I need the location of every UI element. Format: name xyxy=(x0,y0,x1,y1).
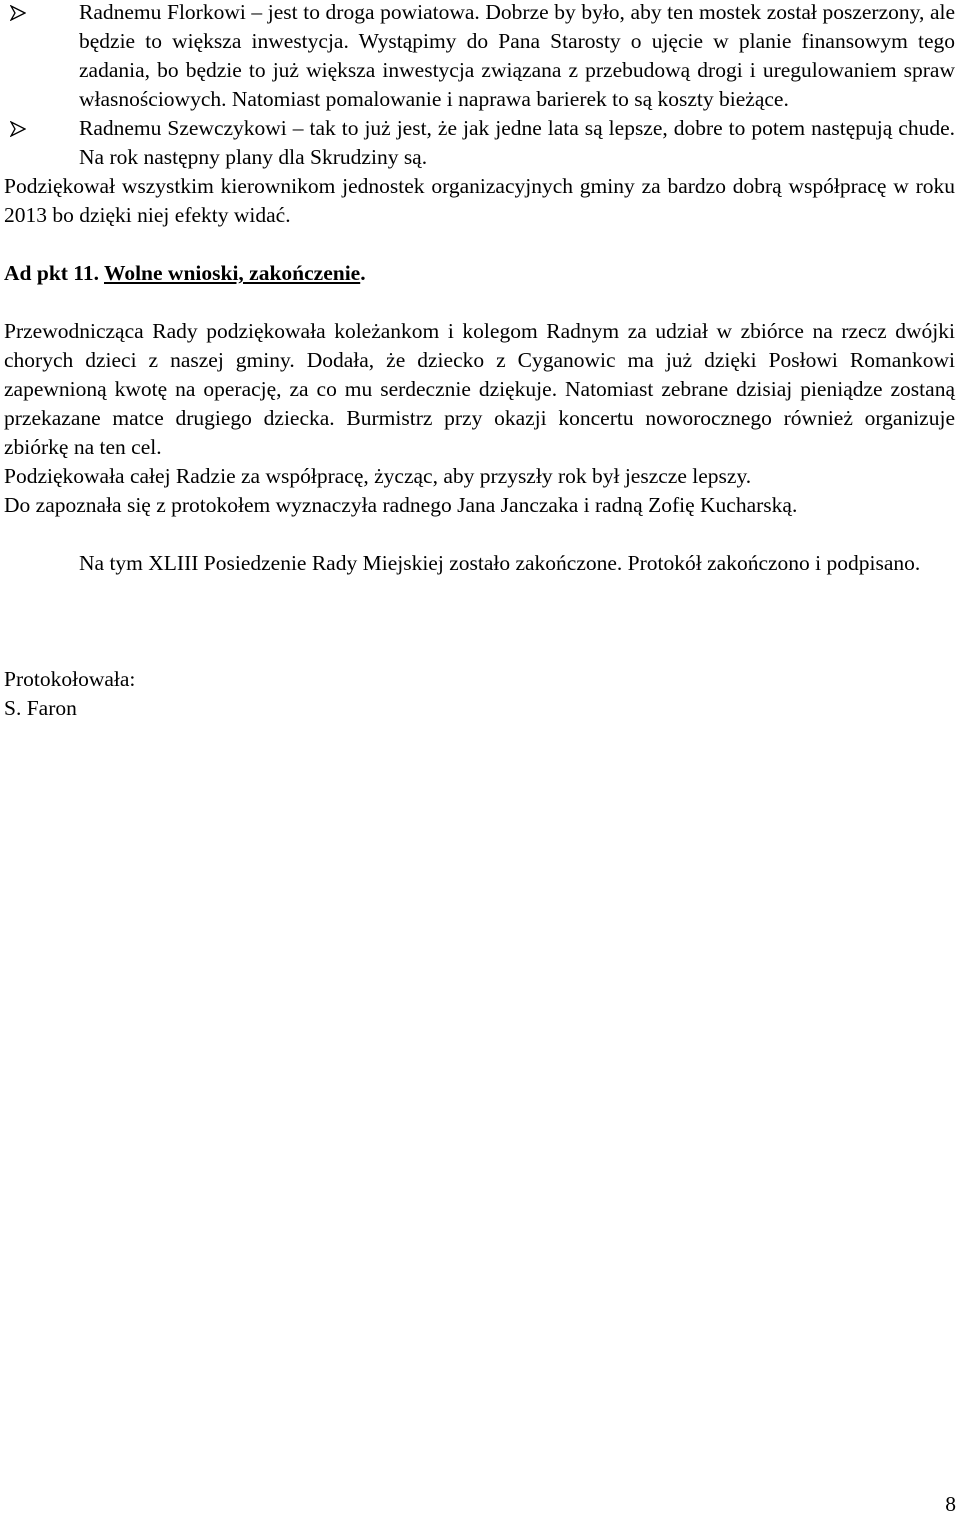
bullet-text: Radnemu Florkowi – jest to droga powiatowa. Dobrze by było, aby ten mostek został poszerzony, ale będzie to większa inwestycja. Wystąpimy do Pana Starosty o ujęcie w planie finansowym tego zadania, bo będzie to już większa inwestycja związana z przebudową drogi i uregulowaniem spraw własnościowych. Natomiast pomalowanie i naprawa barierek to są koszty bieżące. xyxy=(79,0,955,111)
arrowhead-bullet-icon xyxy=(10,114,28,143)
section-title: Wolne wnioski, zakończenie xyxy=(104,261,361,285)
closing-paragraph: Podziękowała całej Radzie za współpracę, życząc, aby przyszły rok był jeszcze lepszy. xyxy=(4,464,752,488)
arrowhead-bullet-icon xyxy=(10,0,28,27)
section-prefix: Ad pkt 11. xyxy=(4,261,99,285)
thanks-paragraph: Podziękował wszystkim kierownikom jednostek organizacyjnych gminy za bardzo dobrą współpracę w roku 2013 bo dzięki niej efekty widać. xyxy=(4,174,955,227)
bullet-text: Radnemu Szewczykowi – tak to już jest, że jak jedne lata są lepsze, dobre to potem następują chude. Na rok następny plany dla Skrudziny są. xyxy=(79,116,955,169)
signature-name: S. Faron xyxy=(4,696,77,720)
closing-paragraph: Przewodnicząca Rady podziękowała koleżankom i kolegom Radnym za udział w zbiórce na rzecz dwójki chorych dzieci z naszej gminy. Dodała, że dziecko z Cyganowic ma już dzięki Posłowi Romankowi zapewnioną kwotę na operację, za co mu serdecznie dziękuje. Natomiast zebrane dzisiaj pieniądze zostaną przekazane matce drugiego dziecka. Burmistrz przy okazji koncertu noworocznego również organizuje zbiórkę na ten cel. xyxy=(4,319,955,459)
bullet-item-szewczyk xyxy=(4,114,955,172)
closing-block xyxy=(4,317,955,520)
closing-paragraph: Do zapoznała się z protokołem wyznaczyła radnego Jana Janczaka i radną Zofię Kucharską. xyxy=(4,493,798,517)
bullet-item-florek xyxy=(4,0,955,114)
section-heading xyxy=(4,259,955,288)
document-page xyxy=(4,0,955,723)
section-suffix: . xyxy=(360,261,366,285)
final-paragraph: Na tym XLIII Posiedzenie Rady Miejskiej zostało zakończone. Protokół zakończono i podpisano. xyxy=(79,551,921,575)
signature-label: Protokołowała: xyxy=(4,667,136,691)
page-number: 8 xyxy=(945,1492,956,1516)
